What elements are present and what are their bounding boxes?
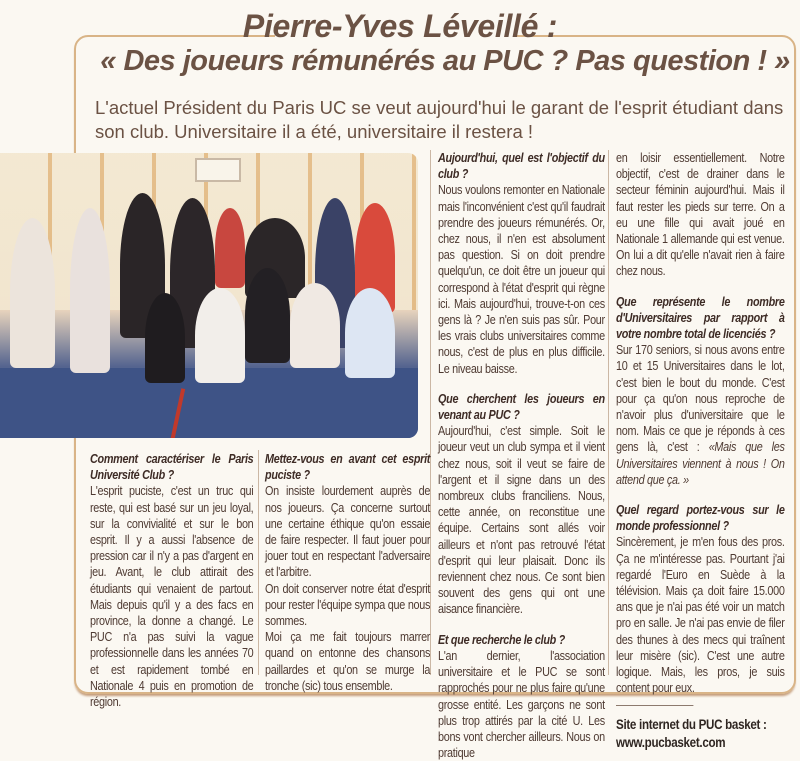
- answer-text: Sur 170 seniors, si nous avons entre 10 et 15 Universitaires dans le lot, c'est bien le bout du monde. C'est pour ça qu'on nous reproche de n'avoir plus d'universitaire que le nom. Mais ce que je réponds à ces gens là, c'est :: [616, 343, 785, 455]
- player-figure: [245, 268, 290, 363]
- column-3: [438, 150, 605, 761]
- player-figure: [215, 208, 245, 288]
- site-label: Site internet du PUC basket :: [616, 716, 767, 732]
- column-divider: [608, 150, 609, 675]
- column-1: [90, 451, 253, 710]
- column-divider: [430, 150, 431, 675]
- footer-rule: [616, 705, 693, 706]
- article-title: Pierre-Yves Léveillé :: [242, 8, 558, 44]
- player-figure: [145, 293, 185, 383]
- column-4: [616, 150, 785, 752]
- interview-question: Aujourd'hui, quel est l'objectif du club ?: [438, 151, 605, 182]
- answer-quote: «Mais que les Universitaires viennent à nous ! On attend que ça. »: [616, 440, 785, 487]
- article-subtitle: « Des joueurs rémunérés au PUC ? Pas question ! »: [100, 45, 790, 77]
- interview-answer: Nous voulons remonter en Nationale mais l'inconvénient c'est qu'il faudrait prendre des joueurs rémunérés. Or, chez nous, il n'en est absolument pas question. Si on doit prendre quelqu'un, ce doit être un joueur qui correspond à l'état d'esprit qui règne ici. Mais aujourd'hui, trouve-t-on ces gens là ? Je n'en suis pas sûr. Pour les vrais clubs universitaires comme nous, c'est de plus en plus difficile. Le niveau baisse.: [438, 183, 605, 376]
- interview-answer: Sincèrement, je m'en fous des pros. Ça ne m'intéresse pas. Pourtant j'ai regardé l'Euro en Suède à la télévision. Mais ça doit faire 15.000 ans que je n'ai pas été voir un match pro en salle. Je n'ai pas envie de filer des thunes à des mecs qui traînent leur misère (sic). C'est une autre logique. Mais, les pros, je suis content pour eux.: [616, 535, 785, 696]
- column-2: [265, 451, 430, 694]
- site-url-link[interactable]: www.pucbasket.com: [616, 734, 726, 750]
- interview-question: Comment caractériser le Paris Université Club ?: [90, 452, 254, 483]
- interview-question: Quel regard portez-vous sur le monde professionnel ?: [616, 503, 785, 534]
- interview-question: Que représente le nombre d'Universitaires par rapport à votre nombre total de licenciés ?: [616, 294, 785, 342]
- player-figure: [345, 288, 395, 378]
- player-figure: [195, 288, 245, 383]
- column-divider: [258, 450, 259, 675]
- interview-question: Que cherchent les joueurs en venant au PUC ?: [438, 391, 605, 423]
- interview-question: Mettez-vous en avant cet esprit puciste ?: [265, 452, 431, 483]
- basketball-hoop-icon: [195, 158, 241, 182]
- interview-question: Et que recherche le club ?: [438, 632, 565, 647]
- player-figure: [70, 208, 110, 373]
- interview-answer: Moi ça me fait toujours marrer quand on entonne des chansons paillardes et qu'on se murge la tronche (sic) tous ensemble.: [265, 630, 431, 693]
- article-lead: L'actuel Président du Paris UC se veut aujourd'hui le garant de l'esprit étudiant dans son club. Universitaire il a été, universitaire il restera !: [95, 97, 784, 142]
- player-figure: [290, 283, 340, 368]
- team-photo: [0, 153, 418, 438]
- interview-answer: L'esprit puciste, c'est un truc qui reste, qui est basé sur un jeu loyal, sur la convivialité et sur le bon esprit. Il y a aussi l'absence de pression car il n'y a pas d'argent en jeu. Avant, le club attirait des étudiants qui venaient de partout. Mais depuis qu'il y a des facs en province, la donne a changé. Le PUC n'a pas suivi la vague professionnelle dans les années 70 et est rapidement tombé en Nationale 4 puis en promotion de région.: [90, 484, 254, 710]
- interview-answer: On doit conserver notre état d'esprit pour rester l'équipe sympa que nous sommes.: [265, 581, 431, 629]
- interview-answer: On insiste lourdement auprès de nos joueurs. Ça concerne surtout une certaine éthique qu'on essaie de faire respecter. Il faut jouer pour jouer tout en respectant l'adversaire et l'arbitre.: [265, 484, 431, 580]
- player-figure: [10, 218, 55, 368]
- interview-answer: Aujourd'hui, c'est simple. Soit le joueur veut un club sympa et il vient chez nous, soit il veut se faire de l'argent et il signe dans un des nombreux clubs franciliens. Nous, cette année, on reconstitue une équipe. Certains sont allés voir ailleurs et n'ont pas retrouvé l'état d'esprit qui leur plaisait. Donc ils reviennent chez nous. Ce sont bien souvent des gens qui ont une aisance financière.: [438, 424, 605, 617]
- interview-answer-continued: en loisir essentiellement. Notre objectif, c'est de drainer dans le secteur féminin aujourd'hui. Mais il faut rester les pieds sur terre. On a eu une fille qui avait joué en Nationale 1 allemande qui est venue. On lui a dit qu'elle n'avait rien à faire chez nous.: [616, 151, 785, 279]
- interview-answer: L'an dernier, l'association universitaire et le PUC se sont rapprochés pour ne plus faire qu'une grosse entité. Les garçons ne sont plus trop attirés par la cité U. Les bons vont chercher ailleurs. Nous on pratique: [438, 648, 605, 761]
- interview-answer: [616, 342, 785, 488]
